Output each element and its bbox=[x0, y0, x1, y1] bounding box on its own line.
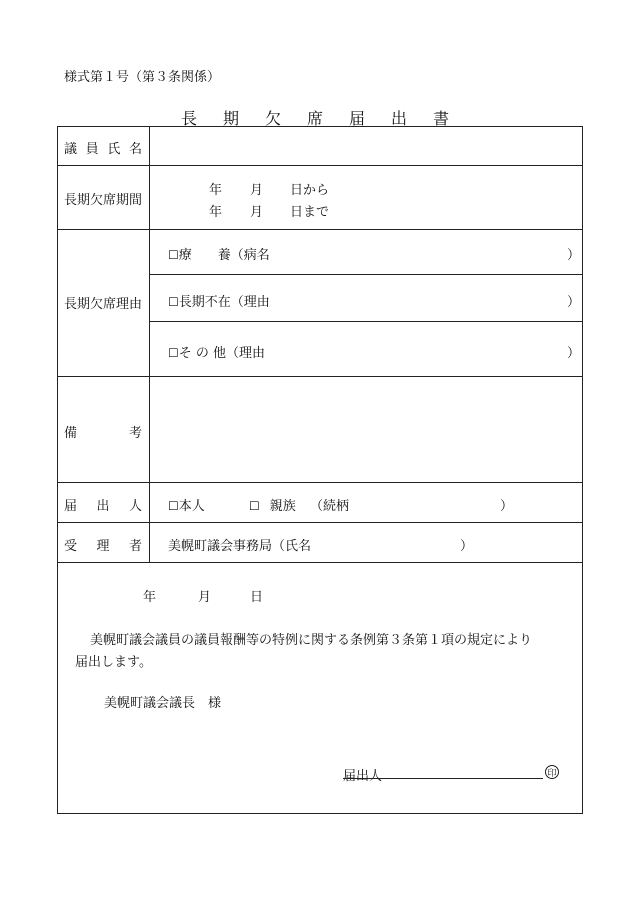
row-divider bbox=[149, 274, 583, 275]
row-divider bbox=[57, 229, 583, 230]
body-text-line2: 届出します。 bbox=[75, 655, 152, 670]
title-char: 書 bbox=[433, 109, 450, 128]
close-paren: ） bbox=[460, 539, 474, 554]
form-number: 様式第１号（第３条関係） bbox=[64, 70, 221, 85]
submitter-label: 届 出 人 bbox=[64, 499, 142, 514]
date-year: 年 bbox=[143, 590, 157, 605]
body-text-line1: 美幌町議会議員の議員報酬等の特例に関する条例第３条第１項の規定により bbox=[90, 633, 533, 648]
seal-icon: 印 bbox=[545, 765, 559, 779]
title-char: 出 bbox=[391, 109, 408, 128]
row-divider bbox=[57, 376, 583, 377]
member-name-field[interactable] bbox=[152, 128, 580, 163]
signature-label: 届出人 bbox=[343, 769, 383, 784]
checkbox[interactable]: ☐ bbox=[168, 346, 179, 360]
remarks-field[interactable] bbox=[152, 379, 580, 479]
signature-field[interactable] bbox=[343, 778, 543, 779]
to-year: 年 bbox=[209, 205, 223, 220]
date-day: 日 bbox=[250, 590, 264, 605]
checkbox[interactable]: ☐ bbox=[168, 248, 179, 262]
reason-option-label: そ の 他（理由 bbox=[178, 346, 266, 361]
row-divider bbox=[57, 165, 583, 166]
addressee: 美幌町議会議長 様 bbox=[104, 696, 222, 711]
reason-option-medical[interactable] bbox=[168, 244, 270, 263]
from-month: 月 bbox=[250, 183, 264, 198]
submitter-relative-option[interactable]: ☐ 親族 bbox=[249, 499, 296, 514]
absence-reason-label: 長期欠席理由 bbox=[64, 297, 143, 312]
title-char: 届 bbox=[349, 109, 366, 128]
remarks-label: 備 考 bbox=[64, 426, 142, 441]
reason-option-other[interactable] bbox=[168, 342, 265, 361]
checkbox[interactable]: ☐ bbox=[168, 295, 179, 309]
reason-option-label: 療 養（病名 bbox=[178, 248, 270, 263]
receiver-value: 美幌町議会事務局（氏名 bbox=[168, 539, 312, 554]
member-name-label: 議 員 氏 名 bbox=[64, 142, 142, 157]
from-day: 日から bbox=[290, 183, 330, 198]
row-divider bbox=[57, 562, 583, 563]
receiver-label: 受 理 者 bbox=[64, 539, 142, 554]
title-char: 席 bbox=[306, 109, 323, 128]
checkbox[interactable]: ☐ bbox=[249, 499, 260, 513]
title-char: 欠 bbox=[264, 109, 281, 128]
row-divider bbox=[149, 321, 583, 322]
to-month: 月 bbox=[250, 205, 264, 220]
reason-option-absence[interactable] bbox=[168, 291, 270, 310]
close-paren: ） bbox=[567, 295, 581, 310]
relation-label: （続柄 bbox=[310, 499, 350, 514]
row-divider bbox=[57, 482, 583, 483]
reason-option-label: 長期不在（理由 bbox=[178, 295, 270, 310]
from-year: 年 bbox=[209, 183, 223, 198]
date-month: 月 bbox=[198, 590, 212, 605]
checkbox[interactable]: ☐ bbox=[168, 499, 179, 513]
close-paren: ） bbox=[567, 346, 581, 361]
to-day: 日まで bbox=[290, 205, 330, 220]
close-paren: ） bbox=[500, 499, 514, 514]
title-char: 期 bbox=[222, 109, 239, 128]
row-divider bbox=[57, 522, 583, 523]
title-char: 長 bbox=[180, 109, 197, 128]
submitter-self-option[interactable]: ☐本人 bbox=[168, 499, 205, 514]
column-divider bbox=[149, 126, 150, 562]
close-paren: ） bbox=[567, 248, 581, 263]
absence-period-label: 長期欠席期間 bbox=[64, 193, 143, 208]
